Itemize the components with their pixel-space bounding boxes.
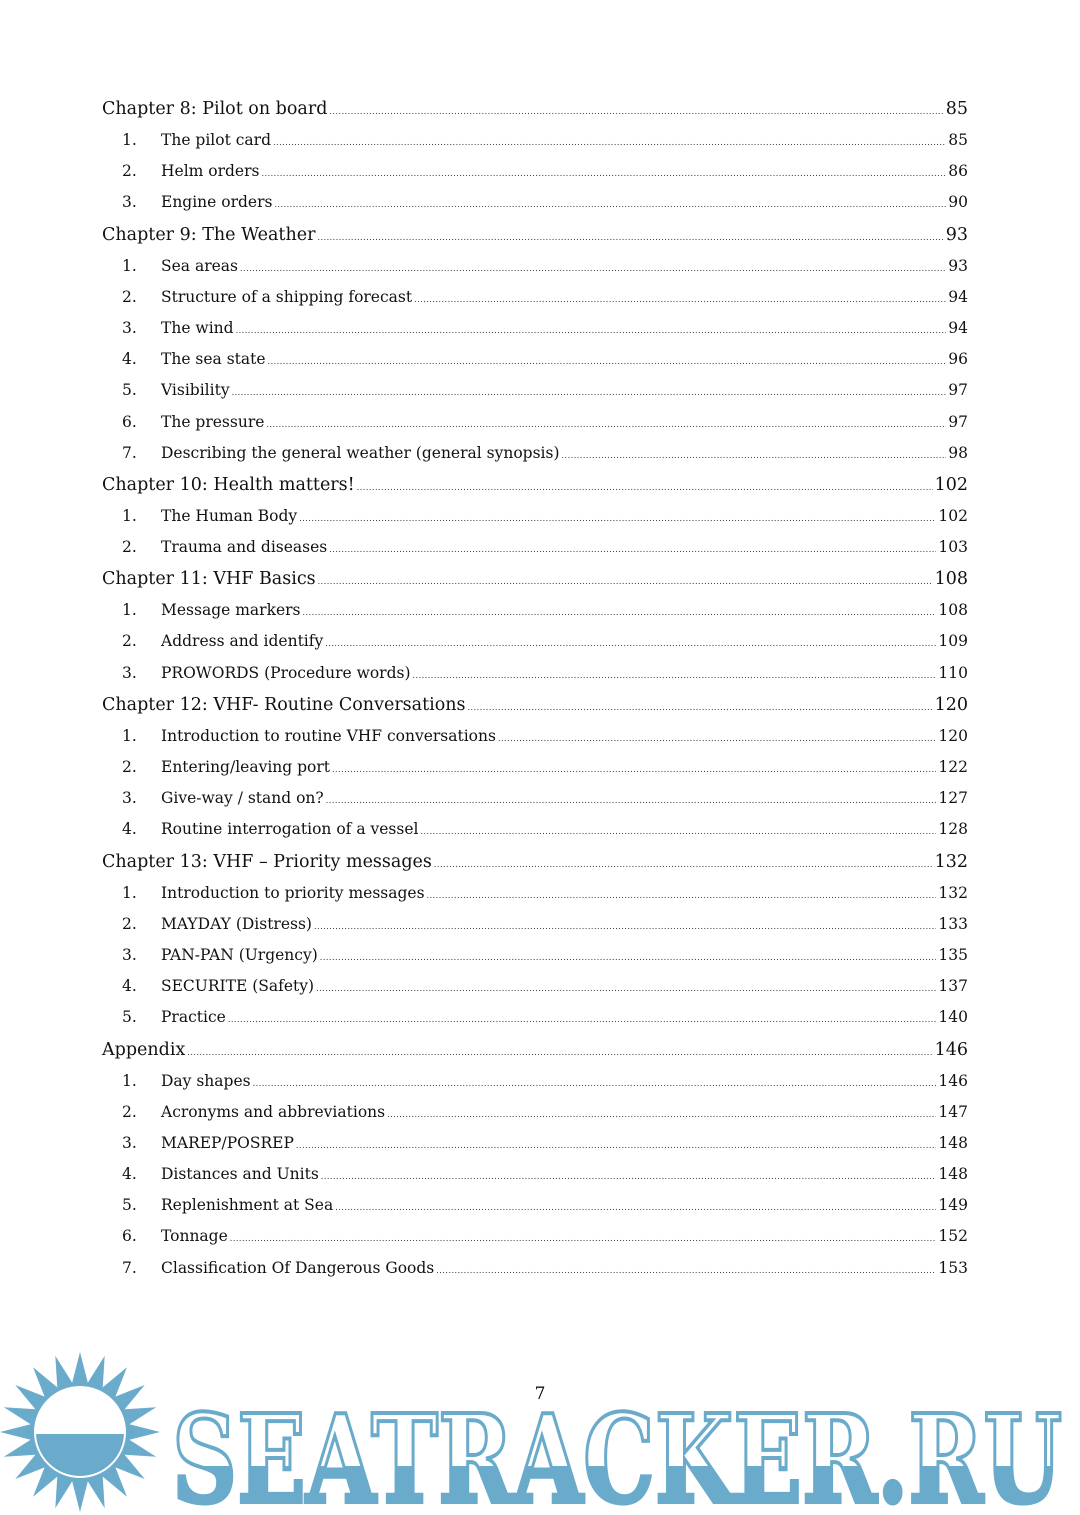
toc-section-entry[interactable] bbox=[102, 789, 968, 820]
section-number: 1. bbox=[122, 883, 137, 902]
toc-section-entry[interactable] bbox=[102, 1165, 968, 1196]
toc-section-entry[interactable] bbox=[102, 413, 968, 444]
dot-leader bbox=[436, 1266, 936, 1275]
toc-section-entry[interactable] bbox=[102, 381, 968, 412]
section-page-number: 93 bbox=[948, 256, 968, 275]
section-page-number: 137 bbox=[938, 977, 968, 996]
section-title: Introduction to routine VHF conversations bbox=[161, 726, 496, 745]
section-number: 2. bbox=[122, 758, 137, 776]
section-number: 1. bbox=[122, 1071, 137, 1090]
section-title: The pressure bbox=[161, 412, 265, 431]
toc-section-entry[interactable] bbox=[102, 946, 968, 977]
dot-leader bbox=[187, 1048, 932, 1057]
section-number: 2. bbox=[122, 162, 137, 181]
toc-section-entry[interactable] bbox=[102, 131, 968, 162]
section-page-number: 85 bbox=[948, 131, 968, 149]
dot-leader bbox=[228, 1015, 937, 1024]
section-title: Message markers bbox=[161, 601, 301, 620]
toc-chapter-entry[interactable] bbox=[102, 852, 968, 884]
dot-leader bbox=[321, 1172, 937, 1181]
section-page-number: 132 bbox=[938, 883, 968, 902]
dot-leader bbox=[261, 169, 946, 178]
section-title: Helm orders bbox=[161, 162, 260, 181]
section-page-number: 133 bbox=[938, 914, 968, 933]
table-of-contents bbox=[102, 99, 968, 1290]
section-number: 3. bbox=[122, 945, 137, 964]
dot-leader bbox=[335, 1203, 936, 1212]
section-page-number: 148 bbox=[938, 1133, 968, 1152]
section-page-number: 102 bbox=[938, 506, 968, 525]
section-title: MAREP/POSREP bbox=[161, 1133, 294, 1152]
section-number: 7. bbox=[122, 443, 137, 462]
chapter-title: Chapter 9: The Weather bbox=[102, 224, 316, 245]
section-number: 7. bbox=[122, 1258, 137, 1277]
seatracker-watermark bbox=[0, 1352, 1080, 1515]
section-page-number: 153 bbox=[938, 1258, 968, 1277]
dot-leader bbox=[562, 451, 947, 460]
toc-section-entry[interactable] bbox=[102, 1227, 968, 1258]
dot-leader bbox=[236, 326, 947, 335]
section-number: 1. bbox=[122, 601, 137, 620]
dot-leader bbox=[230, 1234, 937, 1243]
chapter-title: Chapter 10: Health matters! bbox=[102, 474, 355, 495]
section-number: 6. bbox=[122, 1227, 137, 1246]
sun-logo-icon bbox=[0, 1352, 160, 1512]
dot-leader bbox=[326, 796, 937, 805]
section-number: 2. bbox=[122, 287, 137, 306]
chapter-title: Chapter 8: Pilot on board bbox=[102, 99, 328, 119]
section-page-number: 103 bbox=[938, 538, 968, 557]
toc-section-entry[interactable] bbox=[102, 758, 968, 789]
dot-leader bbox=[332, 765, 936, 774]
dot-leader bbox=[232, 388, 947, 397]
section-title: Introduction to priority messages bbox=[161, 883, 425, 902]
toc-section-entry[interactable] bbox=[102, 193, 968, 224]
toc-section-entry[interactable] bbox=[102, 727, 968, 758]
section-page-number: 108 bbox=[938, 601, 968, 620]
section-number: 2. bbox=[122, 1102, 137, 1121]
section-page-number: 98 bbox=[948, 443, 968, 462]
section-title: Trauma and diseases bbox=[161, 538, 328, 557]
section-title: Visibility bbox=[161, 381, 230, 400]
dot-leader bbox=[329, 107, 943, 116]
toc-section-entry[interactable] bbox=[102, 1008, 968, 1039]
section-page-number: 135 bbox=[938, 945, 968, 964]
section-number: 4. bbox=[122, 350, 137, 369]
toc-section-entry[interactable] bbox=[102, 884, 968, 915]
dot-leader bbox=[268, 357, 947, 366]
dot-leader bbox=[273, 138, 946, 147]
dot-leader bbox=[320, 953, 937, 962]
section-page-number: 110 bbox=[938, 663, 968, 682]
chapter-page-number: 102 bbox=[934, 474, 968, 495]
toc-section-entry[interactable] bbox=[102, 444, 968, 475]
toc-section-entry[interactable] bbox=[102, 1259, 968, 1290]
toc-section-entry[interactable] bbox=[102, 664, 968, 695]
toc-chapter-entry[interactable] bbox=[102, 99, 968, 131]
page-number: 7 bbox=[534, 1384, 546, 1404]
section-page-number: 127 bbox=[938, 789, 968, 808]
chapter-page-number: 120 bbox=[934, 694, 968, 715]
section-page-number: 86 bbox=[948, 162, 968, 181]
section-page-number: 109 bbox=[938, 632, 968, 651]
section-number: 6. bbox=[122, 412, 137, 431]
chapter-title: Appendix bbox=[102, 1039, 186, 1060]
chapter-title: Chapter 12: VHF- Routine Conversations bbox=[102, 694, 466, 715]
section-number: 3. bbox=[122, 789, 137, 808]
dot-leader bbox=[434, 860, 933, 869]
chapter-page-number: 108 bbox=[934, 569, 968, 590]
watermark-text: SEATRACKER.RU bbox=[172, 1387, 1062, 1515]
section-title: Day shapes bbox=[161, 1071, 251, 1090]
section-title: The sea state bbox=[161, 350, 266, 369]
dot-leader bbox=[413, 671, 937, 680]
section-title: The Human Body bbox=[161, 506, 298, 525]
dot-leader bbox=[357, 483, 933, 492]
section-page-number: 97 bbox=[948, 381, 968, 400]
toc-section-entry[interactable] bbox=[102, 1196, 968, 1227]
dot-leader bbox=[318, 577, 933, 586]
dot-leader bbox=[387, 1110, 936, 1119]
toc-section-entry[interactable] bbox=[102, 915, 968, 946]
dot-leader bbox=[296, 1141, 937, 1150]
dot-leader bbox=[468, 703, 933, 712]
section-title: MAYDAY (Distress) bbox=[161, 914, 312, 933]
toc-section-entry[interactable] bbox=[102, 601, 968, 632]
section-page-number: 97 bbox=[948, 412, 968, 431]
section-number: 3. bbox=[122, 193, 137, 212]
chapter-page-number: 146 bbox=[934, 1039, 968, 1060]
dot-leader bbox=[253, 1079, 937, 1088]
chapter-page-number: 85 bbox=[945, 99, 968, 119]
section-title: Distances and Units bbox=[161, 1165, 319, 1184]
section-number: 1. bbox=[122, 506, 137, 525]
section-page-number: 94 bbox=[948, 287, 968, 306]
section-page-number: 120 bbox=[938, 726, 968, 745]
section-number: 2. bbox=[122, 632, 137, 651]
section-title: PAN-PAN (Urgency) bbox=[161, 945, 318, 964]
section-number: 1. bbox=[122, 726, 137, 745]
section-title: Routine interrogation of a vessel bbox=[161, 820, 419, 839]
toc-chapter-entry[interactable] bbox=[102, 1040, 968, 1072]
chapter-page-number: 93 bbox=[945, 224, 968, 245]
section-page-number: 146 bbox=[938, 1071, 968, 1090]
toc-section-entry[interactable] bbox=[102, 538, 968, 569]
toc-section-entry[interactable] bbox=[102, 350, 968, 381]
section-page-number: 94 bbox=[948, 318, 968, 337]
section-title: Address and identify bbox=[161, 632, 324, 651]
chapter-page-number: 132 bbox=[934, 851, 968, 872]
dot-leader bbox=[316, 984, 936, 993]
dot-leader bbox=[498, 734, 936, 743]
section-page-number: 140 bbox=[938, 1008, 968, 1027]
dot-leader bbox=[299, 514, 936, 523]
dot-leader bbox=[274, 200, 946, 209]
dot-leader bbox=[266, 420, 946, 429]
section-title: Sea areas bbox=[161, 256, 238, 275]
section-number: 3. bbox=[122, 1133, 137, 1152]
section-title: Engine orders bbox=[161, 193, 273, 212]
section-title: Tonnage bbox=[161, 1227, 228, 1246]
section-number: 4. bbox=[122, 977, 137, 996]
section-number: 5. bbox=[122, 381, 137, 400]
section-number: 3. bbox=[122, 318, 137, 337]
dot-leader bbox=[427, 891, 937, 900]
section-title: Acronyms and abbreviations bbox=[161, 1102, 386, 1121]
toc-section-entry[interactable] bbox=[102, 632, 968, 663]
section-title: Give-way / stand on? bbox=[161, 789, 324, 808]
section-number: 5. bbox=[122, 1008, 137, 1027]
section-page-number: 149 bbox=[938, 1196, 968, 1215]
section-title: SECURITE (Safety) bbox=[161, 977, 315, 996]
section-title: Classification Of Dangerous Goods bbox=[161, 1258, 435, 1277]
chapter-title: Chapter 13: VHF – Priority messages bbox=[102, 851, 432, 872]
toc-section-entry[interactable] bbox=[102, 288, 968, 319]
toc-section-entry[interactable] bbox=[102, 257, 968, 288]
chapter-title: Chapter 11: VHF Basics bbox=[102, 569, 316, 590]
dot-leader bbox=[325, 639, 936, 648]
section-title: The pilot card bbox=[161, 131, 271, 149]
section-number: 2. bbox=[122, 538, 137, 557]
toc-section-entry[interactable] bbox=[102, 507, 968, 538]
section-title: Entering/leaving port bbox=[161, 758, 331, 776]
toc-section-entry[interactable] bbox=[102, 820, 968, 851]
dot-leader bbox=[240, 264, 946, 273]
toc-chapter-entry[interactable] bbox=[102, 225, 968, 257]
dot-leader bbox=[420, 827, 936, 836]
section-page-number: 152 bbox=[938, 1227, 968, 1246]
dot-leader bbox=[317, 233, 943, 242]
dot-leader bbox=[414, 295, 946, 304]
section-number: 3. bbox=[122, 663, 137, 682]
section-page-number: 147 bbox=[938, 1102, 968, 1121]
section-number: 5. bbox=[122, 1196, 137, 1215]
section-title: Replenishment at Sea bbox=[161, 1196, 334, 1215]
toc-chapter-entry[interactable] bbox=[102, 475, 968, 507]
section-page-number: 90 bbox=[948, 193, 968, 212]
toc-section-entry[interactable] bbox=[102, 1103, 968, 1134]
toc-section-entry[interactable] bbox=[102, 1072, 968, 1103]
section-page-number: 128 bbox=[938, 820, 968, 839]
toc-section-entry[interactable] bbox=[102, 977, 968, 1008]
section-page-number: 122 bbox=[938, 758, 968, 776]
dot-leader bbox=[329, 545, 936, 554]
toc-chapter-entry[interactable] bbox=[102, 695, 968, 727]
section-page-number: 96 bbox=[948, 350, 968, 369]
section-title: Practice bbox=[161, 1008, 226, 1027]
toc-section-entry[interactable] bbox=[102, 319, 968, 350]
section-title: Structure of a shipping forecast bbox=[161, 287, 413, 306]
toc-section-entry[interactable] bbox=[102, 1134, 968, 1165]
toc-chapter-entry[interactable] bbox=[102, 569, 968, 601]
section-title: PROWORDS (Procedure words) bbox=[161, 663, 411, 682]
section-title: Describing the general weather (general synopsis) bbox=[161, 443, 560, 462]
section-number: 1. bbox=[122, 256, 137, 275]
toc-section-entry[interactable] bbox=[102, 162, 968, 193]
section-title: The wind bbox=[161, 318, 234, 337]
dot-leader bbox=[314, 922, 936, 931]
dot-leader bbox=[303, 608, 937, 617]
section-number: 1. bbox=[122, 131, 137, 149]
section-number: 2. bbox=[122, 914, 137, 933]
section-number: 4. bbox=[122, 1165, 137, 1184]
section-number: 4. bbox=[122, 820, 137, 839]
section-page-number: 148 bbox=[938, 1165, 968, 1184]
